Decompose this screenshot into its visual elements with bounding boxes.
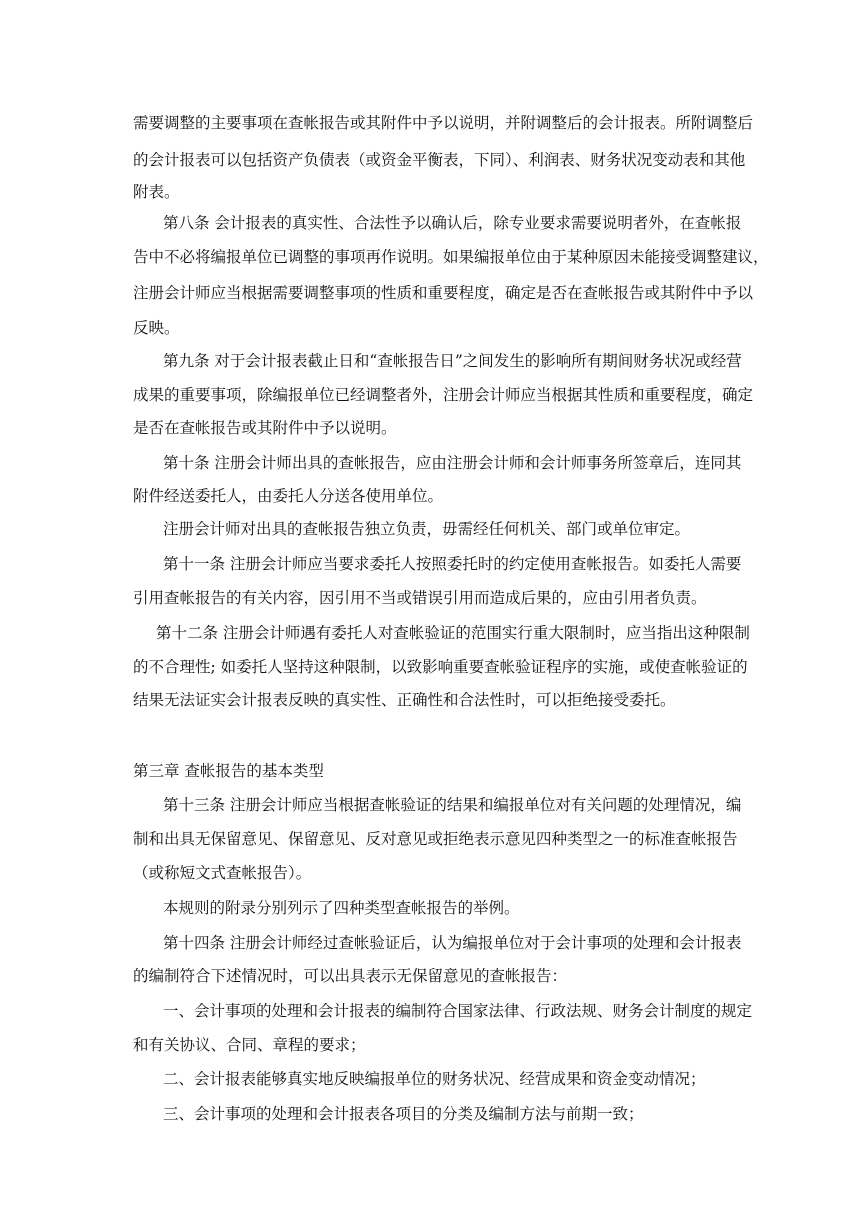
list-item-3: 三、会计事项的处理和会计报表各项目的分类及编制方法与前期一致； xyxy=(163,1105,644,1123)
text-line: 是否在查帐报告或其附件中予以说明。 xyxy=(133,419,397,437)
article-11-heading-line: 第十一条 注册会计师应当要求委托人按照委托时的约定使用查帐报告。如委托人需要 xyxy=(163,555,742,573)
article-9-heading-line: 第九条 对于会计报表截止日和“查帐报告日”之间发生的影响所有期间财务状况或经营 xyxy=(163,352,742,370)
text-line: 的不合理性; 如委托人坚持这种限制，以致影响重要查帐验证程序的实施，或使查帐验证的 xyxy=(133,658,748,676)
text-line: 附表。 xyxy=(133,183,180,201)
text-line: （或称短文式查帐报告）。 xyxy=(133,864,312,882)
chapter-3-heading: 第三章 查帐报告的基本类型 xyxy=(133,762,324,780)
article-12-heading-line: 第十二条 注册会计师遇有委托人对查帐验证的范围实行重大限制时，应当指出这种限制 xyxy=(156,624,750,642)
text-line: 注册会计师应当根据需要调整事项的性质和重要程度，确定是否在查帐报告或其附件中予以 xyxy=(133,284,754,302)
text-line: 附件经送委托人，由委托人分送各使用单位。 xyxy=(133,487,444,505)
text-line: 和有关协议、合同、章程的要求； xyxy=(133,1036,366,1054)
text-line: 的编制符合下述情况时，可以出具表示无保留意见的查帐报告： xyxy=(133,967,568,985)
article-8-heading-line: 第八条 会计报表的真实性、合法性予以确认后，除专业要求需要说明者外，在查帐报 xyxy=(163,214,742,232)
article-13-heading-line: 第十三条 注册会计师应当根据查帐验证的结果和编报单位对有关问题的处理情况，编 xyxy=(163,796,742,814)
text-line: 反映。 xyxy=(133,319,180,337)
text-line: 需要调整的主要事项在查帐报告或其附件中予以说明，并附调整后的会计报表。所附调整后 xyxy=(133,114,754,132)
text-line: 告中不必将编报单位已调整的事项再作说明。如果编报单位由于某种原因未能接受调整建议， xyxy=(133,248,769,266)
text-line: 成果的重要事项，除编报单位已经调整者外，注册会计师应当根据其性质和重要程度，确定 xyxy=(133,386,754,404)
text-line: 注册会计师对出具的查帐报告独立负责，毋需经任何机关、部门或单位审定。 xyxy=(163,520,691,538)
list-item-2: 二、会计报表能够真实地反映编报单位的财务状况、经营成果和资金变动情况； xyxy=(163,1070,706,1088)
text-line: 结果无法证实会计报表反映的真实性、正确性和合法性时，可以拒绝接受委托。 xyxy=(133,691,676,709)
list-item-1: 一、会计事项的处理和会计报表的编制符合国家法律、行政法规、财务会计制度的规定 xyxy=(163,1002,753,1020)
article-14-heading-line: 第十四条 注册会计师经过查帐验证后，认为编报单位对于会计事项的处理和会计报表 xyxy=(163,934,742,952)
text-line: 的会计报表可以包括资产负债表（或资金平衡表，下同）、利润表、财务状况变动表和其他 xyxy=(133,151,746,169)
article-10-heading-line: 第十条 注册会计师出具的查帐报告，应由注册会计师和会计师事务所签章后，连同其 xyxy=(163,454,742,472)
text-line: 本规则的附录分别列示了四种类型查帐报告的举例。 xyxy=(163,899,520,917)
text-line: 引用查帐报告的有关内容，因引用不当或错误引用而造成后果的，应由引用者负责。 xyxy=(133,589,707,607)
text-line: 制和出具无保留意见、保留意见、反对意见或拒绝表示意见四种类型之一的标准查帐报告 xyxy=(133,830,738,848)
